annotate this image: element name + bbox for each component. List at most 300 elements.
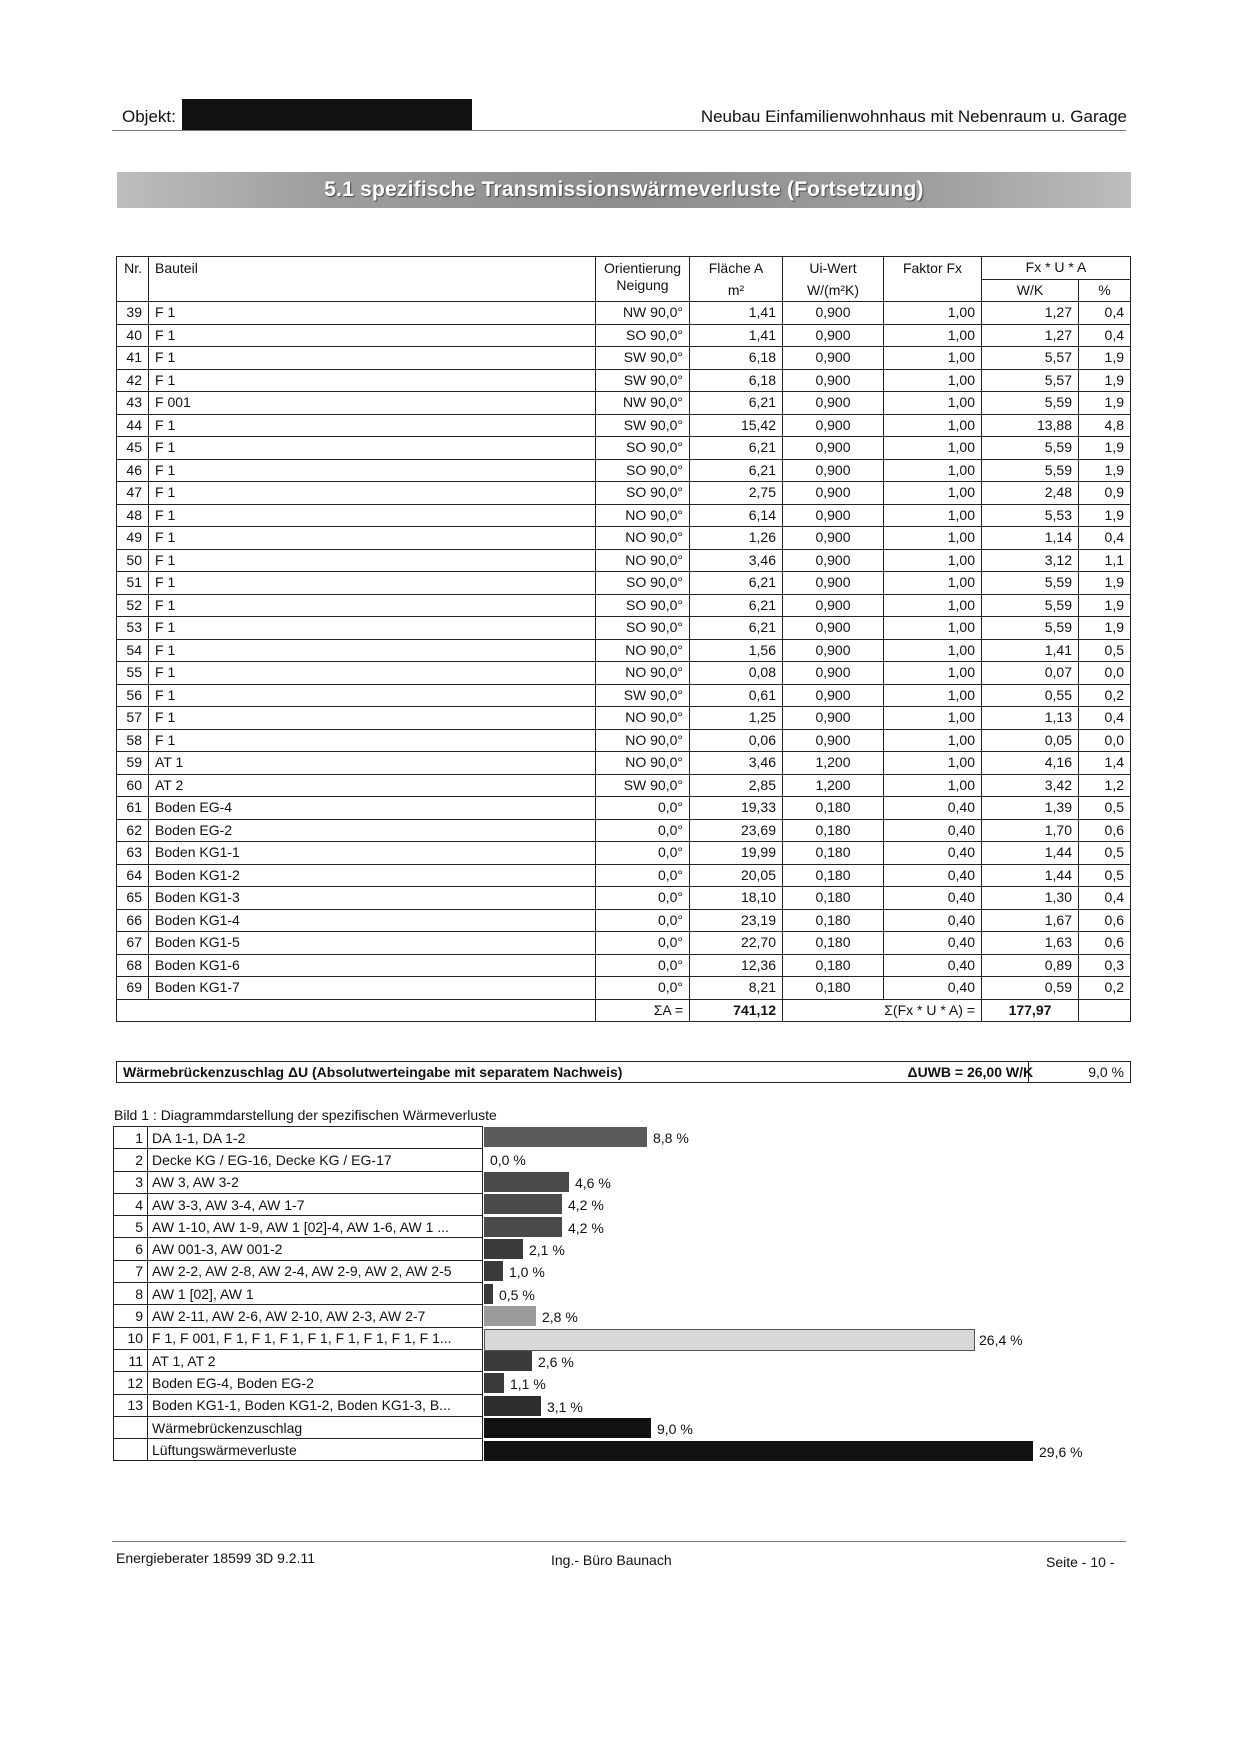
table-row xyxy=(117,864,1131,887)
chart-row-label: Wärmebrückenzuschlag xyxy=(148,1416,483,1438)
cell-nr: 64 xyxy=(117,864,149,887)
cell-orientierung: SW 90,0° xyxy=(596,684,690,707)
cell-faktor: 1,00 xyxy=(884,302,982,325)
chart-row-nr: 8 xyxy=(114,1283,148,1305)
chart-row xyxy=(114,1171,483,1193)
cell-pct: 0,0 xyxy=(1079,729,1131,752)
chart-row-nr xyxy=(114,1439,148,1461)
cell-wk: 1,14 xyxy=(982,527,1079,550)
chart-row-nr: 9 xyxy=(114,1305,148,1327)
cell-uwert: 0,900 xyxy=(783,707,884,730)
cell-faktor: 1,00 xyxy=(884,662,982,685)
cell-bauteil: F 1 xyxy=(149,729,596,752)
cell-pct: 1,4 xyxy=(1079,752,1131,775)
cell-flaeche: 6,18 xyxy=(690,369,783,392)
cell-flaeche: 2,85 xyxy=(690,774,783,797)
cell-nr: 56 xyxy=(117,684,149,707)
cell-orientierung: NO 90,0° xyxy=(596,707,690,730)
cell-wk: 5,59 xyxy=(982,617,1079,640)
cell-wk: 1,30 xyxy=(982,887,1079,910)
project-title: Neubau Einfamilienwohnhaus mit Nebenraum u. Garage xyxy=(700,107,1127,126)
cell-flaeche: 12,36 xyxy=(690,954,783,977)
cell-pct: 1,9 xyxy=(1079,369,1131,392)
cell-orientierung: SW 90,0° xyxy=(596,369,690,392)
cell-faktor: 1,00 xyxy=(884,729,982,752)
chart-row-label: AW 3-3, AW 3-4, AW 1-7 xyxy=(148,1193,483,1215)
table-row xyxy=(117,302,1131,325)
chart-bar xyxy=(484,1172,569,1192)
cell-bauteil: AT 1 xyxy=(149,752,596,775)
cell-nr: 66 xyxy=(117,909,149,932)
header-uwert: Ui-Wert xyxy=(783,257,884,280)
cell-orientierung: NW 90,0° xyxy=(596,302,690,325)
cell-faktor: 1,00 xyxy=(884,392,982,415)
chart-bar-label: 1,1 % xyxy=(510,1376,546,1392)
header-wk: W/K xyxy=(982,279,1079,302)
cell-orientierung: NO 90,0° xyxy=(596,752,690,775)
cell-pct: 0,6 xyxy=(1079,932,1131,955)
cell-uwert: 0,180 xyxy=(783,887,884,910)
cell-faktor: 1,00 xyxy=(884,752,982,775)
cell-pct: 0,2 xyxy=(1079,977,1131,1000)
cell-orientierung: SO 90,0° xyxy=(596,594,690,617)
cell-faktor: 1,00 xyxy=(884,504,982,527)
chart-row-nr: 6 xyxy=(114,1238,148,1260)
cell-bauteil: Boden KG1-5 xyxy=(149,932,596,955)
table-row xyxy=(117,482,1131,505)
header-flaeche: Fläche A xyxy=(690,257,783,280)
chart-row xyxy=(114,1416,483,1438)
cell-pct: 0,6 xyxy=(1079,819,1131,842)
chart-bar xyxy=(484,1373,504,1393)
cell-faktor: 0,40 xyxy=(884,864,982,887)
cell-uwert: 0,180 xyxy=(783,797,884,820)
cell-bauteil: F 1 xyxy=(149,527,596,550)
cell-wk: 4,16 xyxy=(982,752,1079,775)
chart-bar xyxy=(484,1194,562,1214)
cell-orientierung: NO 90,0° xyxy=(596,729,690,752)
cell-nr: 50 xyxy=(117,549,149,572)
cell-nr: 63 xyxy=(117,842,149,865)
transmission-table xyxy=(116,256,1131,1022)
section-title: 5.1 spezifische Transmissionswärmeverluste (Fortsetzung) xyxy=(324,178,924,201)
footer-software: Energieberater 18599 3D 9.2.11 xyxy=(116,1550,315,1566)
chart-row xyxy=(114,1193,483,1215)
header-orientierung xyxy=(596,257,690,302)
footer-divider xyxy=(112,1541,1126,1542)
cell-orientierung: 0,0° xyxy=(596,909,690,932)
chart-row xyxy=(114,1283,483,1305)
cell-wk: 1,13 xyxy=(982,707,1079,730)
table-row xyxy=(117,392,1131,415)
cell-flaeche: 0,06 xyxy=(690,729,783,752)
chart-row-label: AW 1 [02], AW 1 xyxy=(148,1283,483,1305)
cell-bauteil: F 1 xyxy=(149,324,596,347)
sum-fua-value: 177,97 xyxy=(982,999,1079,1022)
chart-bar xyxy=(484,1284,493,1304)
cell-wk: 0,89 xyxy=(982,954,1079,977)
cell-uwert: 0,180 xyxy=(783,909,884,932)
sum-a-value: 741,12 xyxy=(690,999,783,1022)
chart-bar-label: 0,5 % xyxy=(499,1287,535,1303)
cell-wk: 5,59 xyxy=(982,392,1079,415)
cell-pct: 0,4 xyxy=(1079,302,1131,325)
chart-row xyxy=(114,1349,483,1371)
chart-bar-label: 2,6 % xyxy=(538,1354,574,1370)
chart-row-label: AW 1-10, AW 1-9, AW 1 [02]-4, AW 1-6, AW 1 ... xyxy=(148,1216,483,1238)
cell-faktor: 0,40 xyxy=(884,797,982,820)
section-banner xyxy=(117,172,1131,208)
cell-flaeche: 23,69 xyxy=(690,819,783,842)
cell-bauteil: F 1 xyxy=(149,662,596,685)
cell-faktor: 1,00 xyxy=(884,527,982,550)
table-row xyxy=(117,504,1131,527)
cell-faktor: 1,00 xyxy=(884,594,982,617)
cell-bauteil: F 001 xyxy=(149,392,596,415)
cell-nr: 45 xyxy=(117,437,149,460)
cell-faktor: 0,40 xyxy=(884,819,982,842)
cell-orientierung: NW 90,0° xyxy=(596,392,690,415)
cell-flaeche: 19,33 xyxy=(690,797,783,820)
cell-uwert: 0,900 xyxy=(783,504,884,527)
cell-flaeche: 6,18 xyxy=(690,347,783,370)
cell-orientierung: SO 90,0° xyxy=(596,617,690,640)
chart-bar xyxy=(484,1396,541,1416)
bridge-label: Wärmebrückenzuschlag ΔU (Absolutwerteingabe mit separatem Nachweis) xyxy=(117,1062,902,1083)
chart-row-label: Decke KG / EG-16, Decke KG / EG-17 xyxy=(148,1149,483,1171)
cell-faktor: 0,40 xyxy=(884,977,982,1000)
chart-row-nr: 3 xyxy=(114,1171,148,1193)
cell-faktor: 1,00 xyxy=(884,437,982,460)
chart-bar xyxy=(484,1441,1033,1461)
footer-page-number: Seite - 10 - xyxy=(1046,1554,1115,1570)
chart-row-nr: 12 xyxy=(114,1372,148,1394)
chart-row-nr: 7 xyxy=(114,1260,148,1282)
bridge-pct: 9,0 % xyxy=(1029,1062,1131,1083)
header-faktor: Faktor Fx xyxy=(884,257,982,302)
table-row xyxy=(117,617,1131,640)
cell-nr: 48 xyxy=(117,504,149,527)
cell-pct: 0,0 xyxy=(1079,662,1131,685)
cell-pct: 1,1 xyxy=(1079,549,1131,572)
cell-bauteil: Boden KG1-2 xyxy=(149,864,596,887)
cell-pct: 1,9 xyxy=(1079,594,1131,617)
cell-wk: 0,55 xyxy=(982,684,1079,707)
cell-pct: 1,9 xyxy=(1079,504,1131,527)
cell-pct: 1,9 xyxy=(1079,572,1131,595)
chart-row xyxy=(114,1238,483,1260)
cell-wk: 3,12 xyxy=(982,549,1079,572)
chart-bar xyxy=(484,1217,562,1237)
cell-pct: 1,9 xyxy=(1079,347,1131,370)
chart-row-nr: 2 xyxy=(114,1149,148,1171)
chart-bars xyxy=(484,1126,1084,1466)
cell-orientierung: 0,0° xyxy=(596,977,690,1000)
cell-bauteil: Boden KG1-6 xyxy=(149,954,596,977)
cell-nr: 44 xyxy=(117,414,149,437)
cell-faktor: 1,00 xyxy=(884,369,982,392)
chart-row-nr: 4 xyxy=(114,1193,148,1215)
cell-faktor: 1,00 xyxy=(884,347,982,370)
chart-bar-label: 1,0 % xyxy=(509,1264,545,1280)
sum-a-label: ΣA = xyxy=(596,999,690,1022)
cell-bauteil: AT 2 xyxy=(149,774,596,797)
cell-nr: 47 xyxy=(117,482,149,505)
cell-orientierung: NO 90,0° xyxy=(596,527,690,550)
table-row xyxy=(117,662,1131,685)
cell-nr: 52 xyxy=(117,594,149,617)
cell-pct: 0,4 xyxy=(1079,887,1131,910)
cell-uwert: 0,180 xyxy=(783,954,884,977)
cell-pct: 0,4 xyxy=(1079,707,1131,730)
cell-uwert: 0,180 xyxy=(783,864,884,887)
cell-pct: 0,3 xyxy=(1079,954,1131,977)
chart-bar xyxy=(484,1239,523,1259)
cell-wk: 5,57 xyxy=(982,347,1079,370)
cell-orientierung: SO 90,0° xyxy=(596,572,690,595)
cell-bauteil: F 1 xyxy=(149,302,596,325)
cell-flaeche: 20,05 xyxy=(690,864,783,887)
chart-row-label: Boden KG1-1, Boden KG1-2, Boden KG1-3, B... xyxy=(148,1394,483,1416)
table-row xyxy=(117,527,1131,550)
table-row xyxy=(117,887,1131,910)
cell-flaeche: 6,21 xyxy=(690,617,783,640)
cell-wk: 5,59 xyxy=(982,437,1079,460)
cell-uwert: 0,900 xyxy=(783,729,884,752)
cell-uwert: 0,180 xyxy=(783,977,884,1000)
chart-row xyxy=(114,1327,483,1349)
chart-bar-label: 0,0 % xyxy=(490,1152,526,1168)
objekt-label: Objekt: xyxy=(122,107,176,126)
cell-orientierung: 0,0° xyxy=(596,864,690,887)
table-row xyxy=(117,752,1131,775)
cell-wk: 1,70 xyxy=(982,819,1079,842)
table-row xyxy=(117,549,1131,572)
cell-bauteil: Boden EG-2 xyxy=(149,819,596,842)
cell-uwert: 0,900 xyxy=(783,302,884,325)
cell-faktor: 1,00 xyxy=(884,707,982,730)
cell-pct: 1,2 xyxy=(1079,774,1131,797)
thermal-bridge-row xyxy=(116,1061,1131,1083)
cell-uwert: 0,180 xyxy=(783,819,884,842)
cell-nr: 62 xyxy=(117,819,149,842)
cell-wk: 1,63 xyxy=(982,932,1079,955)
table-row xyxy=(117,572,1131,595)
cell-orientierung: SW 90,0° xyxy=(596,414,690,437)
cell-nr: 40 xyxy=(117,324,149,347)
redacted-object-name xyxy=(182,99,472,130)
cell-nr: 59 xyxy=(117,752,149,775)
cell-pct: 0,4 xyxy=(1079,527,1131,550)
cell-flaeche: 19,99 xyxy=(690,842,783,865)
chart-row xyxy=(114,1439,483,1461)
cell-flaeche: 0,61 xyxy=(690,684,783,707)
chart-row xyxy=(114,1372,483,1394)
table-row xyxy=(117,414,1131,437)
cell-orientierung: NO 90,0° xyxy=(596,504,690,527)
chart-label-table xyxy=(113,1126,483,1461)
chart-row-nr xyxy=(114,1416,148,1438)
cell-pct: 0,5 xyxy=(1079,797,1131,820)
cell-flaeche: 1,41 xyxy=(690,324,783,347)
table-row xyxy=(117,909,1131,932)
chart-bar-label: 3,1 % xyxy=(547,1399,583,1415)
cell-wk: 3,42 xyxy=(982,774,1079,797)
cell-pct: 4,8 xyxy=(1079,414,1131,437)
cell-pct: 0,2 xyxy=(1079,684,1131,707)
cell-bauteil: F 1 xyxy=(149,414,596,437)
cell-flaeche: 2,75 xyxy=(690,482,783,505)
table-row xyxy=(117,932,1131,955)
table-row xyxy=(117,684,1131,707)
cell-wk: 1,41 xyxy=(982,639,1079,662)
header-nr: Nr. xyxy=(117,257,149,302)
cell-faktor: 1,00 xyxy=(884,774,982,797)
cell-bauteil: F 1 xyxy=(149,459,596,482)
cell-uwert: 1,200 xyxy=(783,752,884,775)
chart-bar-label: 4,2 % xyxy=(568,1197,604,1213)
cell-nr: 42 xyxy=(117,369,149,392)
cell-faktor: 0,40 xyxy=(884,932,982,955)
chart-row-nr: 1 xyxy=(114,1127,148,1149)
cell-wk: 1,27 xyxy=(982,302,1079,325)
cell-orientierung: 0,0° xyxy=(596,797,690,820)
chart-bar-label: 8,8 % xyxy=(653,1130,689,1146)
header-orientierung-label: Orientierung xyxy=(603,260,682,276)
cell-uwert: 0,900 xyxy=(783,662,884,685)
cell-wk: 13,88 xyxy=(982,414,1079,437)
cell-uwert: 0,900 xyxy=(783,617,884,640)
cell-wk: 0,07 xyxy=(982,662,1079,685)
chart-row-label: AW 3, AW 3-2 xyxy=(148,1171,483,1193)
cell-uwert: 0,900 xyxy=(783,549,884,572)
cell-nr: 46 xyxy=(117,459,149,482)
cell-uwert: 0,180 xyxy=(783,932,884,955)
chart-bar-label: 4,2 % xyxy=(568,1220,604,1236)
chart-bar-label: 2,8 % xyxy=(542,1309,578,1325)
header-pct: % xyxy=(1079,279,1131,302)
cell-pct: 0,5 xyxy=(1079,639,1131,662)
chart-row xyxy=(114,1127,483,1149)
cell-bauteil: F 1 xyxy=(149,347,596,370)
cell-wk: 5,57 xyxy=(982,369,1079,392)
cell-flaeche: 1,25 xyxy=(690,707,783,730)
cell-wk: 1,44 xyxy=(982,864,1079,887)
cell-pct: 1,9 xyxy=(1079,617,1131,640)
table-row xyxy=(117,324,1131,347)
cell-nr: 65 xyxy=(117,887,149,910)
cell-wk: 5,59 xyxy=(982,572,1079,595)
cell-bauteil: F 1 xyxy=(149,594,596,617)
cell-pct: 1,9 xyxy=(1079,392,1131,415)
header-neigung-label: Neigung xyxy=(616,277,669,293)
cell-bauteil: F 1 xyxy=(149,437,596,460)
cell-bauteil: Boden KG1-3 xyxy=(149,887,596,910)
cell-bauteil: F 1 xyxy=(149,639,596,662)
cell-orientierung: NO 90,0° xyxy=(596,549,690,572)
cell-flaeche: 1,41 xyxy=(690,302,783,325)
cell-orientierung: SO 90,0° xyxy=(596,324,690,347)
chart-row-nr: 10 xyxy=(114,1327,148,1349)
cell-flaeche: 0,08 xyxy=(690,662,783,685)
table-row xyxy=(117,437,1131,460)
cell-orientierung: 0,0° xyxy=(596,954,690,977)
cell-faktor: 0,40 xyxy=(884,954,982,977)
cell-nr: 54 xyxy=(117,639,149,662)
cell-bauteil: F 1 xyxy=(149,572,596,595)
cell-pct: 0,9 xyxy=(1079,482,1131,505)
cell-flaeche: 18,10 xyxy=(690,887,783,910)
table-row xyxy=(117,707,1131,730)
table-row xyxy=(117,819,1131,842)
cell-nr: 60 xyxy=(117,774,149,797)
header-bauteil: Bauteil xyxy=(149,257,596,302)
chart-row xyxy=(114,1394,483,1416)
sum-fua-label: Σ(Fx * U * A) = xyxy=(783,999,982,1022)
table-row xyxy=(117,369,1131,392)
cell-faktor: 1,00 xyxy=(884,459,982,482)
chart-bar xyxy=(484,1127,647,1147)
cell-uwert: 1,200 xyxy=(783,774,884,797)
cell-orientierung: 0,0° xyxy=(596,842,690,865)
cell-faktor: 1,00 xyxy=(884,639,982,662)
cell-flaeche: 8,21 xyxy=(690,977,783,1000)
cell-faktor: 1,00 xyxy=(884,414,982,437)
cell-nr: 69 xyxy=(117,977,149,1000)
cell-uwert: 0,900 xyxy=(783,414,884,437)
cell-wk: 1,67 xyxy=(982,909,1079,932)
cell-uwert: 0,900 xyxy=(783,437,884,460)
cell-nr: 61 xyxy=(117,797,149,820)
table-header-row xyxy=(117,257,1131,280)
cell-uwert: 0,900 xyxy=(783,684,884,707)
cell-nr: 49 xyxy=(117,527,149,550)
cell-orientierung: SO 90,0° xyxy=(596,437,690,460)
cell-flaeche: 6,21 xyxy=(690,392,783,415)
sum-spacer xyxy=(117,999,596,1022)
chart-row-nr: 11 xyxy=(114,1349,148,1371)
cell-orientierung: 0,0° xyxy=(596,932,690,955)
chart-bar-label: 4,6 % xyxy=(575,1175,611,1191)
cell-pct: 0,5 xyxy=(1079,864,1131,887)
cell-wk: 2,48 xyxy=(982,482,1079,505)
cell-bauteil: F 1 xyxy=(149,369,596,392)
chart-row xyxy=(114,1149,483,1171)
chart-row xyxy=(114,1260,483,1282)
cell-pct: 0,4 xyxy=(1079,324,1131,347)
cell-wk: 5,59 xyxy=(982,459,1079,482)
chart-row-nr: 5 xyxy=(114,1216,148,1238)
cell-faktor: 1,00 xyxy=(884,482,982,505)
cell-orientierung: 0,0° xyxy=(596,887,690,910)
cell-orientierung: NO 90,0° xyxy=(596,639,690,662)
table-row xyxy=(117,977,1131,1000)
cell-wk: 0,05 xyxy=(982,729,1079,752)
cell-orientierung: SO 90,0° xyxy=(596,459,690,482)
chart-bar-label: 9,0 % xyxy=(657,1421,693,1437)
cell-flaeche: 3,46 xyxy=(690,549,783,572)
cell-wk: 0,59 xyxy=(982,977,1079,1000)
cell-uwert: 0,900 xyxy=(783,324,884,347)
cell-flaeche: 6,21 xyxy=(690,594,783,617)
table-row xyxy=(117,797,1131,820)
cell-bauteil: F 1 xyxy=(149,504,596,527)
table-row xyxy=(117,594,1131,617)
cell-uwert: 0,900 xyxy=(783,369,884,392)
chart-row-label: DA 1-1, DA 1-2 xyxy=(148,1127,483,1149)
cell-orientierung: SW 90,0° xyxy=(596,347,690,370)
table-row xyxy=(117,842,1131,865)
